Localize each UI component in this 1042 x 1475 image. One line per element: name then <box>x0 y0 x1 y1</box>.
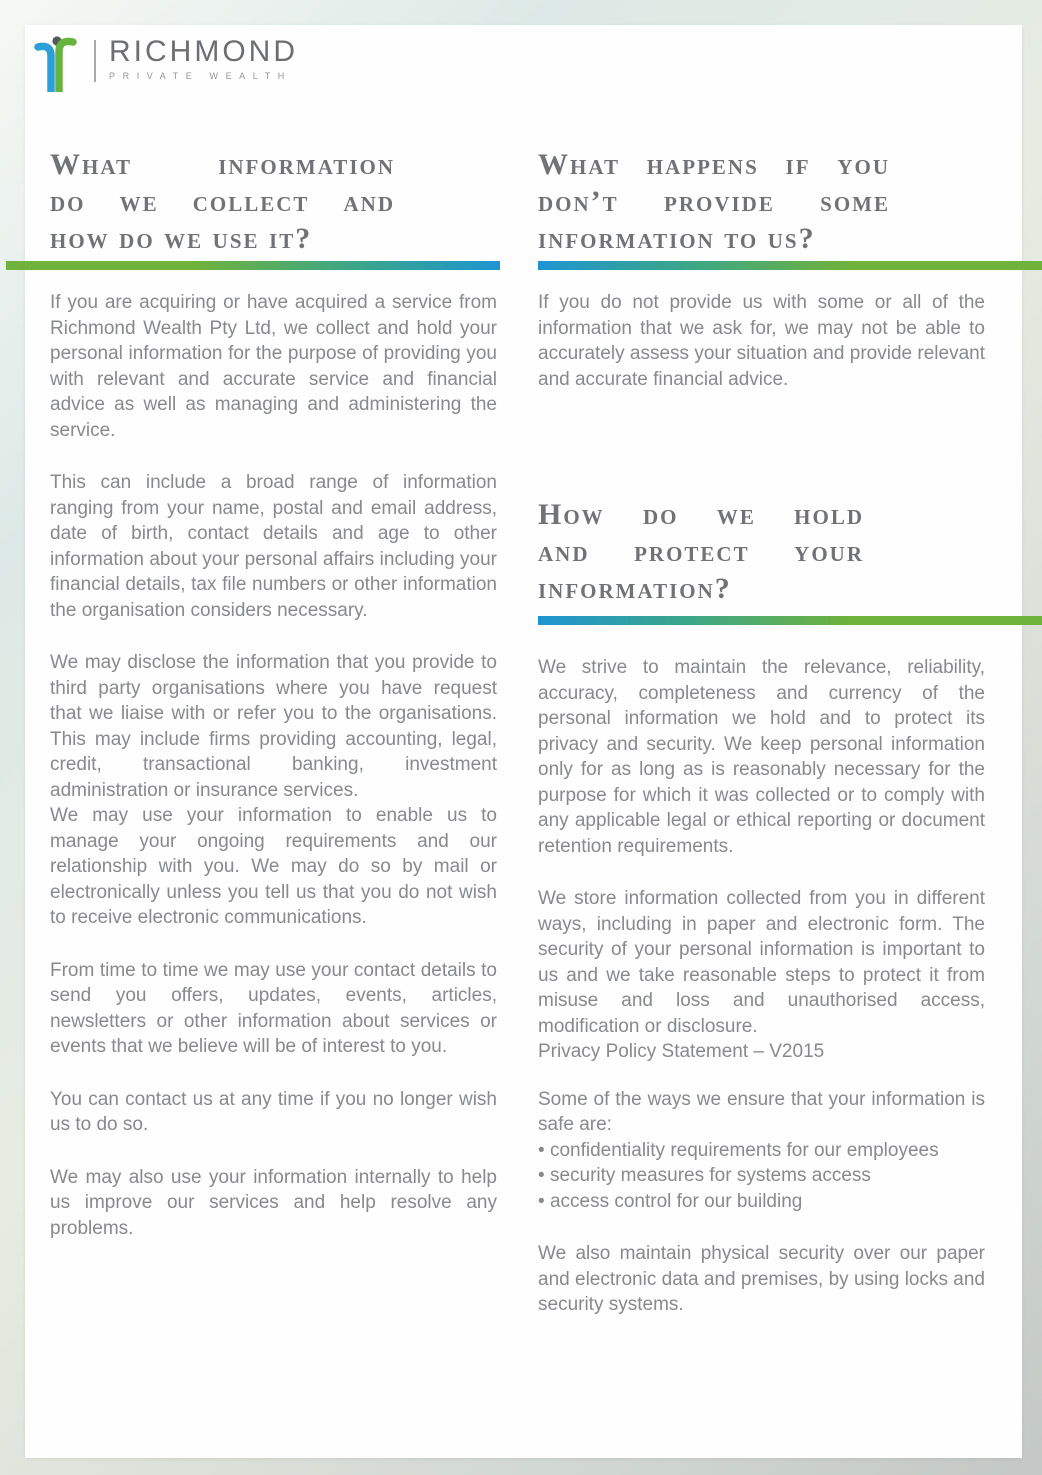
paragraph: We may also use your information internally to help us improve our services and help resolve any problems. <box>50 1166 497 1239</box>
bullets-intro: Some of the ways we ensure that your information is safe are: <box>538 1088 985 1135</box>
paragraph: We may use your information to enable us to manage your ongoing requirements and our relationship with you. We may do so by mail or electronically unless you tell us that you do not wish to receive electronic communications. <box>50 805 497 928</box>
brand-tagline: PRIVATE WEALTH <box>109 71 292 81</box>
brand-logo <box>30 34 298 92</box>
paragraph: We also maintain physical security over our paper and electronic data and premises, by using locks and security systems. <box>538 1243 985 1315</box>
list-item: • access control for our building <box>538 1189 985 1215</box>
column-right <box>538 146 985 1345</box>
paragraph: If you are acquiring or have acquired a service from Richmond Wealth Pty Ltd, we collect and hold your personal information for the purpose of providing you with relevant and accurate service and financial advice as well as managing and administering the service. <box>50 292 497 441</box>
security-measures-list <box>538 1138 985 1215</box>
paragraph: We strive to maintain the relevance, reliability, accuracy, completeness and currency of the personal information we hold and to protect its privacy and security. We keep personal information only for as long as is reasonably necessary for the purpose for which it was collected or to comply with any applicable legal or ethical reporting or document retention requirements. <box>538 657 985 857</box>
paragraph: We may disclose the information that you provide to third party organisations where you have request that we liaise with or refer you to the organisations. This may include firms providing accounting, legal, credit, transactional banking, investment administration or insurance services. <box>50 652 497 801</box>
brand-name: RICHMOND <box>109 35 298 68</box>
logo-divider <box>94 40 96 82</box>
column-left <box>50 146 497 1268</box>
paragraph: You can contact us at any time if you no longer wish us to do so. <box>50 1088 497 1135</box>
heading-how-hold-protect: How do we hold and protect your information? <box>538 498 864 605</box>
person-figure-icon <box>30 34 80 92</box>
list-item: • confidentiality requirements for our employees <box>538 1138 985 1164</box>
paragraph: If you do not provide us with some or all of the information that we ask for, we may not be able to accurately assess your situation and provide relevant and accurate financial advice. <box>538 292 985 390</box>
paragraph: We store information collected from you in different ways, including in paper and electronic form. The security of your personal information is important to us and we take reasonable steps to protect it from misuse and loss and unauthorised access, modification or disclosure. <box>538 888 985 1037</box>
paragraph: From time to time we may use your contact details to send you offers, updates, events, articles, newsletters or other information about services or events that we believe will be of interest to you. <box>50 959 497 1057</box>
heading-what-happens: What happens if you don’t provide some information to us? <box>538 148 890 255</box>
heading-what-information: What information do we collect and how do we use it? <box>50 148 395 255</box>
logo-text <box>109 36 298 81</box>
paragraph: This can include a broad range of information ranging from your name, postal and email address, date of birth, contact details and age to other information about your personal affairs including your financial details, tax file numbers or other information the organisation considers necessary. <box>50 472 497 621</box>
list-item: • security measures for systems access <box>538 1163 985 1189</box>
version-note: Privacy Policy Statement – V2015 <box>538 1041 825 1062</box>
